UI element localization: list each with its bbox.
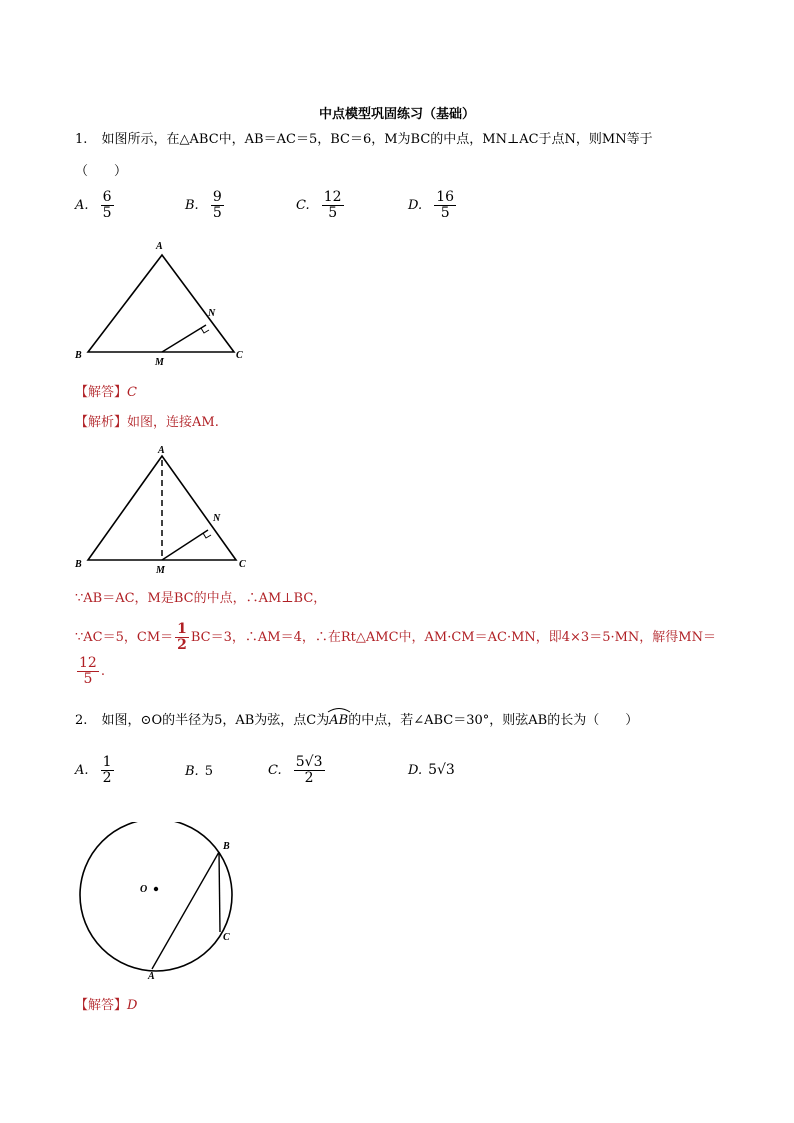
q2-option-d: D. 5√3 — [408, 762, 455, 778]
q1-step3: $\frac{12}{5}$ . — [79, 655, 105, 687]
q2-fig-label-o: O — [140, 884, 148, 895]
q1-fig-label-b: B — [75, 350, 82, 361]
q1-fig2-label-b: B — [75, 559, 82, 570]
q1-stem: 如图所示，在△ABC中，AB＝AC＝5，BC＝6，M为BC的中点，MN⊥AC于点N，则MN等于 — [101, 132, 653, 147]
q2-fig-label-c: C — [223, 932, 230, 943]
q2-arc-ab: AB — [329, 712, 348, 730]
q1-stem-line2: （ ） — [75, 164, 128, 179]
q1-fig2-label-c: C — [239, 559, 246, 570]
q1-fig-label-a: A — [156, 241, 163, 252]
q2-fig-label-a: A — [148, 971, 155, 982]
q1-option-a: A. $\frac{6}{5}$ — [75, 189, 112, 221]
q2-option-a: A. $\frac{1}{2}$ — [75, 754, 112, 786]
q1-fig-label-c: C — [236, 350, 243, 361]
arc-icon — [327, 707, 351, 713]
q2-fig-label-b: B — [223, 841, 230, 852]
q2-circle-figure — [70, 822, 250, 987]
q1-fig2-label-m: M — [156, 565, 165, 576]
q2-answer-line — [75, 997, 137, 1015]
q2-stem: 2. 如图，⊙O的半径为5，AB为弦，点C为 AB的中点，若∠ABC＝30°，则弦AB的长为（ ） — [75, 712, 638, 730]
q1-step2: ∵AC＝5，CM＝ $\frac{1}{2}$ BC＝3，∴AM＝4，∴在Rt△AMC中，AM·CM＝AC·MN，即4×3＝5·MN，解得MN＝ — [75, 621, 716, 653]
q1-answer-line — [75, 384, 137, 402]
q1-answer-tag: 【解答】 — [75, 385, 128, 400]
q1-option-c: C. $\frac{12}{5}$ — [296, 189, 342, 221]
q1-fig2-label-n: N — [213, 513, 221, 524]
q1-analysis: 如图，连接AM. — [127, 415, 219, 430]
q1-fig2-label-a: A — [158, 445, 165, 456]
q2-option-b: B. 5 — [185, 764, 213, 779]
q1-answer: C — [127, 385, 137, 400]
q1-number: 1. — [75, 132, 88, 147]
q1-analysis-line — [75, 414, 219, 432]
q1-analysis-tag: 【解析】 — [75, 415, 128, 430]
page-title: 中点模型巩固练习（基础） — [318, 107, 475, 122]
q2-option-c: C. $\frac{5√3}{2}$ — [268, 754, 323, 786]
q1-option-b: B. $\frac{9}{5}$ — [185, 189, 222, 221]
q1-fig-label-n: N — [208, 308, 216, 319]
q1-triangle-figure — [70, 238, 260, 373]
q2-answer: D — [127, 998, 138, 1013]
q1-step1: ∵AB＝AC，M是BC的中点，∴AM⊥BC， — [75, 591, 327, 606]
q1-option-d: D. $\frac{16}{5}$ — [408, 189, 455, 221]
q2-number: 2. — [75, 713, 88, 728]
q1-fig-label-m: M — [155, 357, 164, 368]
q1-stem-line1 — [75, 131, 653, 149]
q1-analysis-figure — [70, 442, 260, 577]
q1-step2-fraction: $\frac{1}{2}$ — [177, 621, 187, 653]
q2-answer-tag: 【解答】 — [75, 998, 128, 1013]
